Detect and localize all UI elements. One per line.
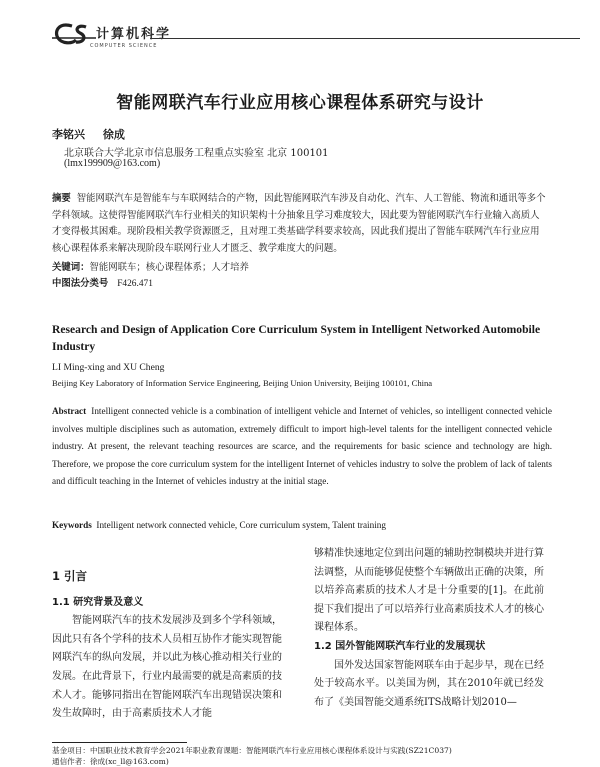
abstract-en-text: Intelligent connected vehicle is a combination of intelligent vehicle and Internet of vehicles, so intelligent connected vehicle involves multiple disciplines such as automation, extremely difficult to import high-level talents for the intelligent connected vehicle industry. At present, the relevant teaching resources are scarce, and the requirements for basic science and technology are high. Therefore, we propose the core curriculum system for the intelligent Internet of vehicles industry to solve the problem of lack of talents and difficult teaching in the Internet of vehicles industry at the initial stage. (52, 406, 552, 487)
clc-label: 中图法分类号 (52, 278, 109, 289)
section-heading-intro: 1 引言 (52, 569, 88, 583)
authors-en: LI Ming-xing and XU Cheng (52, 362, 165, 373)
subsection-heading-foreign-status: 1.2 国外智能网联汽车行业的发展现状 (314, 640, 486, 652)
abstract-en (52, 403, 552, 491)
keywords-cn (52, 259, 249, 273)
paper-title-en: Research and Design of Application Core Curriculum System in Intelligent Networked Automobile Industry (52, 323, 541, 353)
body-paragraph: 智能网联汽车的技术发展涉及到多个学科领域，因此只有各个学科的技术人员相互协作才能实现智能网联汽车的纵向发展，并以此为核心推动相关行业的发展。在此背景下，行业内最需要的就是高素质的技术人才。能够同指出在智能网联汽车出现错误决策和发生故障时，由于高素质技术人才能 (52, 615, 282, 720)
clc-value: F426.471 (117, 279, 153, 289)
clc-number (52, 275, 153, 289)
abstract-cn (52, 191, 547, 258)
body-left-column (52, 561, 282, 724)
keywords-cn-label: 关键词： (52, 262, 90, 273)
funding-footnote: 基金项目：中国职业技术教育学会2021年职业教育课题：智能网联汽车行业应用核心课程体系设计与实践(SZ21C037) (52, 746, 452, 755)
keywords-en-text: Intelligent network connected vehicle, Core curriculum system, Talent training (96, 520, 386, 530)
affiliation-cn: 北京联合大学北京市信息服务工程重点实验室 北京 100101 (64, 148, 329, 159)
keywords-en (52, 520, 386, 530)
subsection-heading-background: 1.1 研究背景及意义 (52, 596, 144, 608)
abstract-cn-text: 智能网联汽车是智能车与车联网结合的产物，因此智能网联汽车涉及自动化、汽车、人工智能、物流和通讯等多个学科领域。这使得智能网联汽车行业相关的知识架构十分抽象且学习难度较大，因此要为智能网联汽车行业输入高质人才变得极其困难。现阶段相关教学资源匮乏，且对理工类基础学科要求较高，因此我们提出了智能车联网汽车行业应用核心课程体系来解决现阶段车联网行业人才匮乏、教学难度大的问题。 (52, 193, 546, 255)
journal-subtitle: COMPUTER SCIENCE (90, 43, 158, 49)
footnote-rule (52, 742, 187, 743)
abstract-en-label: Abstract (52, 406, 87, 416)
author-email: (lmx199909@163.com) (64, 158, 161, 169)
body-right-column (314, 545, 544, 712)
header-rule (150, 38, 580, 39)
keywords-en-label: Keywords (52, 520, 92, 530)
body-paragraph: 国外发达国家智能网联车由于起步早，现在已经处于较高水平。以美国为例，其在2010年就已经发布了《美国智能交通系统ITS战略计划2010— (314, 659, 544, 708)
authors-cn: 李铭兴 徐成 (52, 128, 125, 141)
paper-title-cn: 智能网联汽车行业应用核心课程体系研究与设计 (116, 93, 484, 113)
affiliation-en: Beijing Key Laboratory of Information Service Engineering, Beijing Union University, Beijing 100101, China (52, 378, 433, 388)
abstract-cn-label: 摘要 (52, 193, 71, 204)
body-paragraph: 够精准快速地定位到出问题的辅助控制模块并进行算法调整，从而能够促使整个车辆做出正确的决策，所以培养高素质的技术人才是十分重要的[1]。在此前提下我们提出了可以培养行业高素质技术人才的核心课程体系。 (314, 548, 544, 634)
corresponding-author-footnote: 通信作者：徐成(xc_ll@163.com) (52, 757, 169, 766)
keywords-cn-text: 智能网联车；核心课程体系；人才培养 (89, 262, 249, 273)
journal-name: 计算机科学 (96, 27, 172, 42)
